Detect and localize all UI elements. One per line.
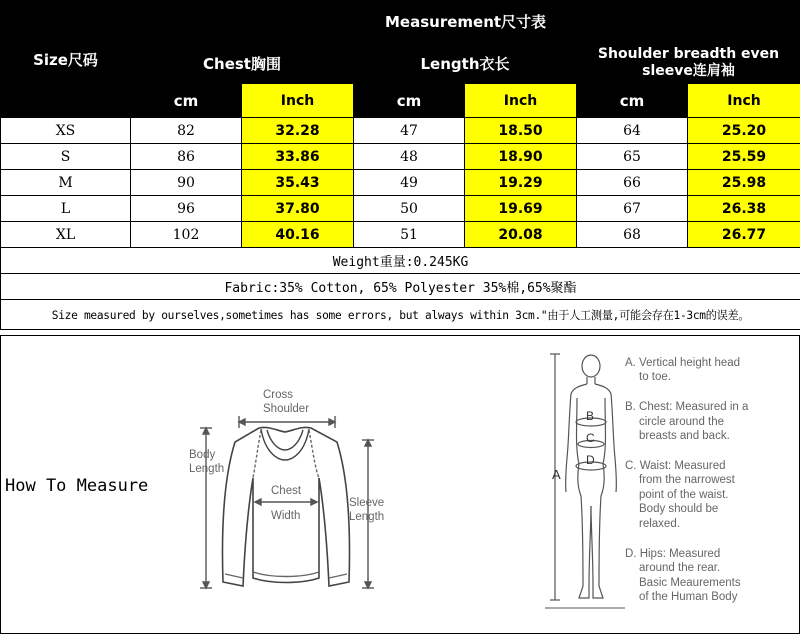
- cross-shoulder-label-1: Cross: [263, 389, 294, 401]
- shoulder-header-line2: sleeve连肩袖: [642, 63, 735, 79]
- size-cell: XL: [1, 222, 131, 248]
- chest-width-label-2: Width: [271, 510, 301, 522]
- legend-c-line2: from the narrowest: [639, 474, 735, 486]
- sleeve-length-label-2: Length: [349, 511, 385, 523]
- legend-d-line4: of the Human Body: [639, 591, 738, 603]
- unit-inch-header: Inch: [242, 84, 354, 118]
- measurement-note: Size measured by ourselves,sometimes has some errors, but always within 3cm."由于人工测量,可能会存在1-3cm的误差。: [1, 300, 800, 330]
- shoulder-inch-cell: 25.20: [688, 118, 800, 144]
- size-cell: XS: [1, 118, 131, 144]
- legend-d-line3: Basic Meaurements: [639, 577, 741, 589]
- chest-inch-cell: 33.86: [242, 144, 354, 170]
- unit-inch-header: Inch: [688, 84, 800, 118]
- legend-c-line3: point of the waist.: [639, 489, 729, 501]
- legend-d-line2: around the rear.: [639, 562, 721, 574]
- cross-shoulder-label-2: Shoulder: [263, 403, 310, 415]
- human-body-diagram: [541, 346, 626, 626]
- chest-cm-cell: 96: [131, 196, 242, 222]
- how-to-measure-label: How To Measure: [5, 476, 149, 496]
- shoulder-header-line1: Shoulder breadth even: [597, 46, 780, 62]
- length-inch-cell: 19.69: [465, 196, 577, 222]
- legend-b-line1: B. Chest: Measured in a: [625, 401, 749, 413]
- shoulder-inch-cell: 25.59: [688, 144, 800, 170]
- sleeve-length-label-1: Sleeve: [349, 497, 385, 509]
- letter-d-label: D: [586, 453, 595, 467]
- length-inch-cell: 19.29: [465, 170, 577, 196]
- size-header: Size尺码: [1, 1, 131, 118]
- shoulder-cm-cell: 67: [577, 196, 688, 222]
- length-inch-cell: 20.08: [465, 222, 577, 248]
- weight-row: Weight重量:0.245KG: [1, 248, 800, 274]
- chest-cm-cell: 90: [131, 170, 242, 196]
- table-title: Measurement尺寸表: [131, 1, 800, 43]
- shoulder-header: [577, 43, 800, 84]
- unit-inch-header: Inch: [465, 84, 577, 118]
- legend-b-line2: circle around the: [639, 416, 725, 428]
- chest-inch-cell: 37.80: [242, 196, 354, 222]
- unit-cm-header: cm: [577, 84, 688, 118]
- chest-cm-cell: 86: [131, 144, 242, 170]
- length-inch-cell: 18.50: [465, 118, 577, 144]
- chest-inch-cell: 40.16: [242, 222, 354, 248]
- shoulder-cm-cell: 64: [577, 118, 688, 144]
- size-cell: L: [1, 196, 131, 222]
- table-row: [1, 144, 800, 170]
- table-row: [1, 222, 800, 248]
- legend-d-line1: D. Hips: Measured: [625, 548, 721, 560]
- shoulder-cm-cell: 68: [577, 222, 688, 248]
- length-cm-cell: 47: [354, 118, 465, 144]
- size-cell: S: [1, 144, 131, 170]
- table-row: [1, 196, 800, 222]
- legend-a-line1: A. Vertical height head: [625, 357, 741, 369]
- length-cm-cell: 49: [354, 170, 465, 196]
- legend-c-line1: C. Waist: Measured: [625, 460, 726, 472]
- letter-c-label: C: [586, 431, 595, 445]
- chest-header: Chest胸围: [131, 43, 354, 84]
- shoulder-cm-cell: 65: [577, 144, 688, 170]
- body-length-label-2: Length: [189, 463, 225, 475]
- chest-cm-cell: 102: [131, 222, 242, 248]
- shoulder-inch-cell: 26.38: [688, 196, 800, 222]
- length-cm-cell: 48: [354, 144, 465, 170]
- letter-a-label: A: [552, 467, 561, 482]
- length-cm-cell: 50: [354, 196, 465, 222]
- unit-cm-header: cm: [354, 84, 465, 118]
- legend-c-line5: relaxed.: [639, 518, 680, 530]
- legend-a-line2: to toe.: [639, 371, 671, 383]
- body-length-label-1: Body: [189, 449, 216, 461]
- length-inch-cell: 18.90: [465, 144, 577, 170]
- size-cell: M: [1, 170, 131, 196]
- chest-cm-cell: 82: [131, 118, 242, 144]
- table-row: [1, 170, 800, 196]
- length-cm-cell: 51: [354, 222, 465, 248]
- letter-b-label: B: [586, 409, 595, 423]
- how-to-measure-section: [0, 335, 800, 634]
- fabric-row: Fabric:35% Cotton, 65% Polyester 35%棉,65%聚酯: [1, 274, 800, 300]
- chest-width-label-1: Chest: [271, 485, 302, 497]
- unit-cm-header: cm: [131, 84, 242, 118]
- garment-diagram: [181, 382, 396, 604]
- chest-inch-cell: 32.28: [242, 118, 354, 144]
- shoulder-inch-cell: 26.77: [688, 222, 800, 248]
- shoulder-inch-cell: 25.98: [688, 170, 800, 196]
- table-row: [1, 118, 800, 144]
- shoulder-cm-cell: 66: [577, 170, 688, 196]
- chest-inch-cell: 35.43: [242, 170, 354, 196]
- length-header: Length衣长: [354, 43, 577, 84]
- legend-c-line4: Body should be: [639, 503, 719, 515]
- legend-b-line3: breasts and back.: [639, 430, 730, 442]
